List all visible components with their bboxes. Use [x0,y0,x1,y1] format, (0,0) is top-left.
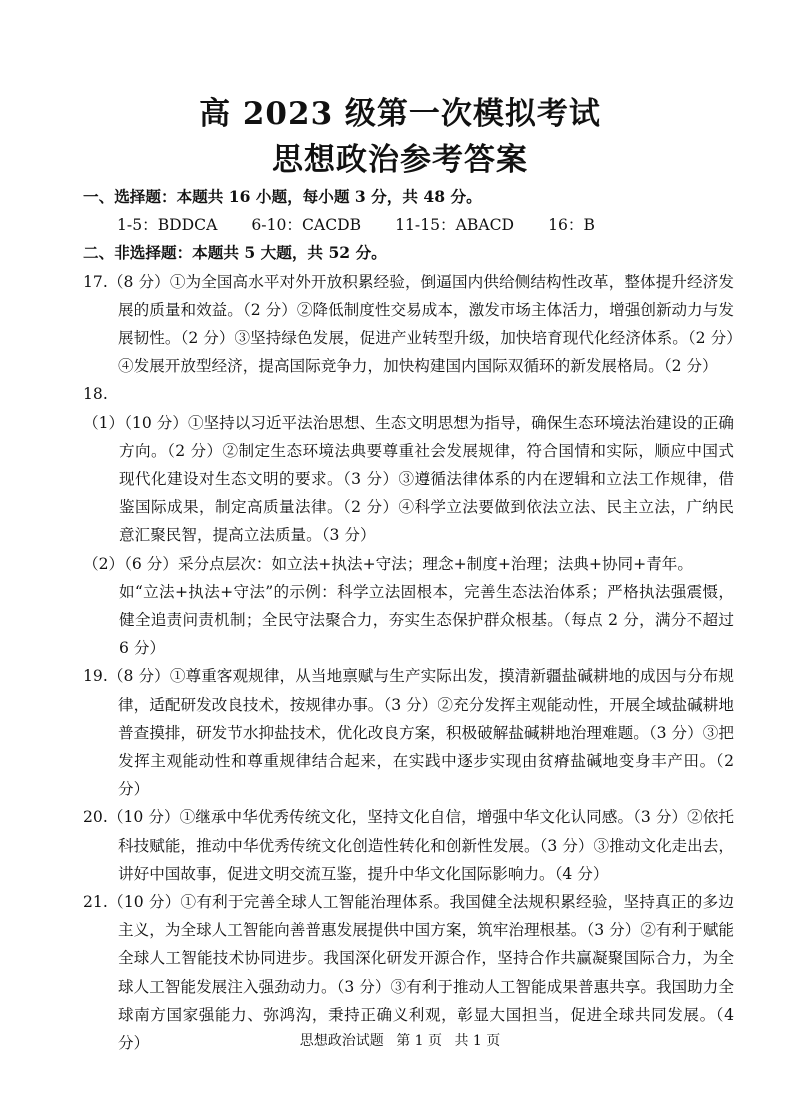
question-17-answer: 17.（8 分）①为全国高水平对外开放积累经验，倒逼国内供给侧结构性改革，整体提升经济发展的质量和效益。（2 分）②降低制度性交易成本，激发市场主体活力，增强创新动力与发展韧性。（2 分）③坚持绿色发展，促进产业转型升级，加快培育现代化经济体系。（2 分）④发展开放型经济，提高国际竞争力，加快构建国内国际双循环的新发展格局。（2 分） [83,272,734,376]
section-2-heading: 二、非选择题：本题共 5 大题，共 52 分。 [83,243,387,263]
answer-content [83,183,734,1057]
section-1-heading: 一、选择题：本题共 16 小题，每小题 3 分，共 48 分。 [83,187,482,206]
question-18-part-1: （1）（10 分）①坚持以习近平法治思想、生态文明思想为指导，确保生态环境法治建设的正确方向。（2 分）②制定生态环境法典要尊重社会发展规律，符合国情和实际，顺应中国式现代化建设对生态文明的要求。（3 分）③遵循法律体系的内在逻辑和立法工作规律，借鉴国际成果，制定高质量法律。（2 分）④科学立法要做到依法立法、民主立法，广纳民意汇聚民智，提高立法质量。（3 分） [83,413,734,545]
footer-subject: 思想政治试题 [299,1033,384,1049]
multiple-choice-answers [83,211,734,239]
question-21-answer: 21.（10 分）①有利于完善全球人工智能治理体系。我国健全法规积累经验，坚持真正的多边主义，为全球人工智能向善普惠发展提供中国方案，筑牢治理根基。（3 分）②有利于赋能全球人工智能技术协同进步。我国深化研发开源合作，坚持合作共赢凝聚国际合力，为全球人工智能发展注入强劲动力。（3 分）③有利于推动人工智能成果普惠共享。我国助力全球南方国家强能力、弥鸿沟，秉持正确义利观，彰显大国担当，促进全球共同发展。（4 分） [83,893,734,1053]
question-19-answer: 19.（8 分）①尊重客观规律，从当地禀赋与生产实际出发，摸清新疆盐碱耕地的成因与分布规律，适配研发改良技术，按规律办事。（3 分）②充分发挥主观能动性，开展全域盐碱耕地普查摸排，研发节水抑盐技术，优化改良方案，积极破解盐碱耕地治理难题。（3 分）③把发挥主观能动性和尊重规律结合起来，在实践中逐步实现由贫瘠盐碱地变身丰产田。（2 分） [83,667,734,799]
question-20-answer: 20.（10 分）①继承中华优秀传统文化，坚持文化自信，增强中华文化认同感。（3 分）②依托科技赋能，推动中华优秀传统文化创造性转化和创新性发展。（3 分）③推动文化走出去，讲好中国故事，促进文明交流互鉴，提升中华文化国际影响力。（4 分） [83,808,734,883]
answer-group-16: 16：B [548,216,595,235]
footer-page-number: 第 1 页 [396,1033,442,1049]
exam-title: 高 2023 级第一次模拟考试 [199,96,601,132]
answer-group-1-5: 1-5：BDDCA [117,216,218,235]
exam-subtitle: 思想政治参考答案 [272,142,528,178]
question-18-number: 18. [83,385,108,404]
page-footer [0,1030,800,1050]
answer-group-6-10: 6-10：CACDB [251,216,362,235]
answer-group-11-15: 11-15：ABACD [395,216,515,235]
footer-total-pages: 共 1 页 [454,1033,501,1049]
question-18-part-2: （2）（6 分）采分点层次：如立法+执法+守法；理念+制度+治理；法典+协同+青年。 [83,554,693,573]
question-18-part-2-example: 如“立法+执法+守法”的示例：科学立法固根本，完善生态法治体系；严格执法强震慑，健全追责问责机制；全民守法聚合力，夯实生态保护群众根基。（每点 2 分，满分不超过 6 分） [119,582,734,658]
